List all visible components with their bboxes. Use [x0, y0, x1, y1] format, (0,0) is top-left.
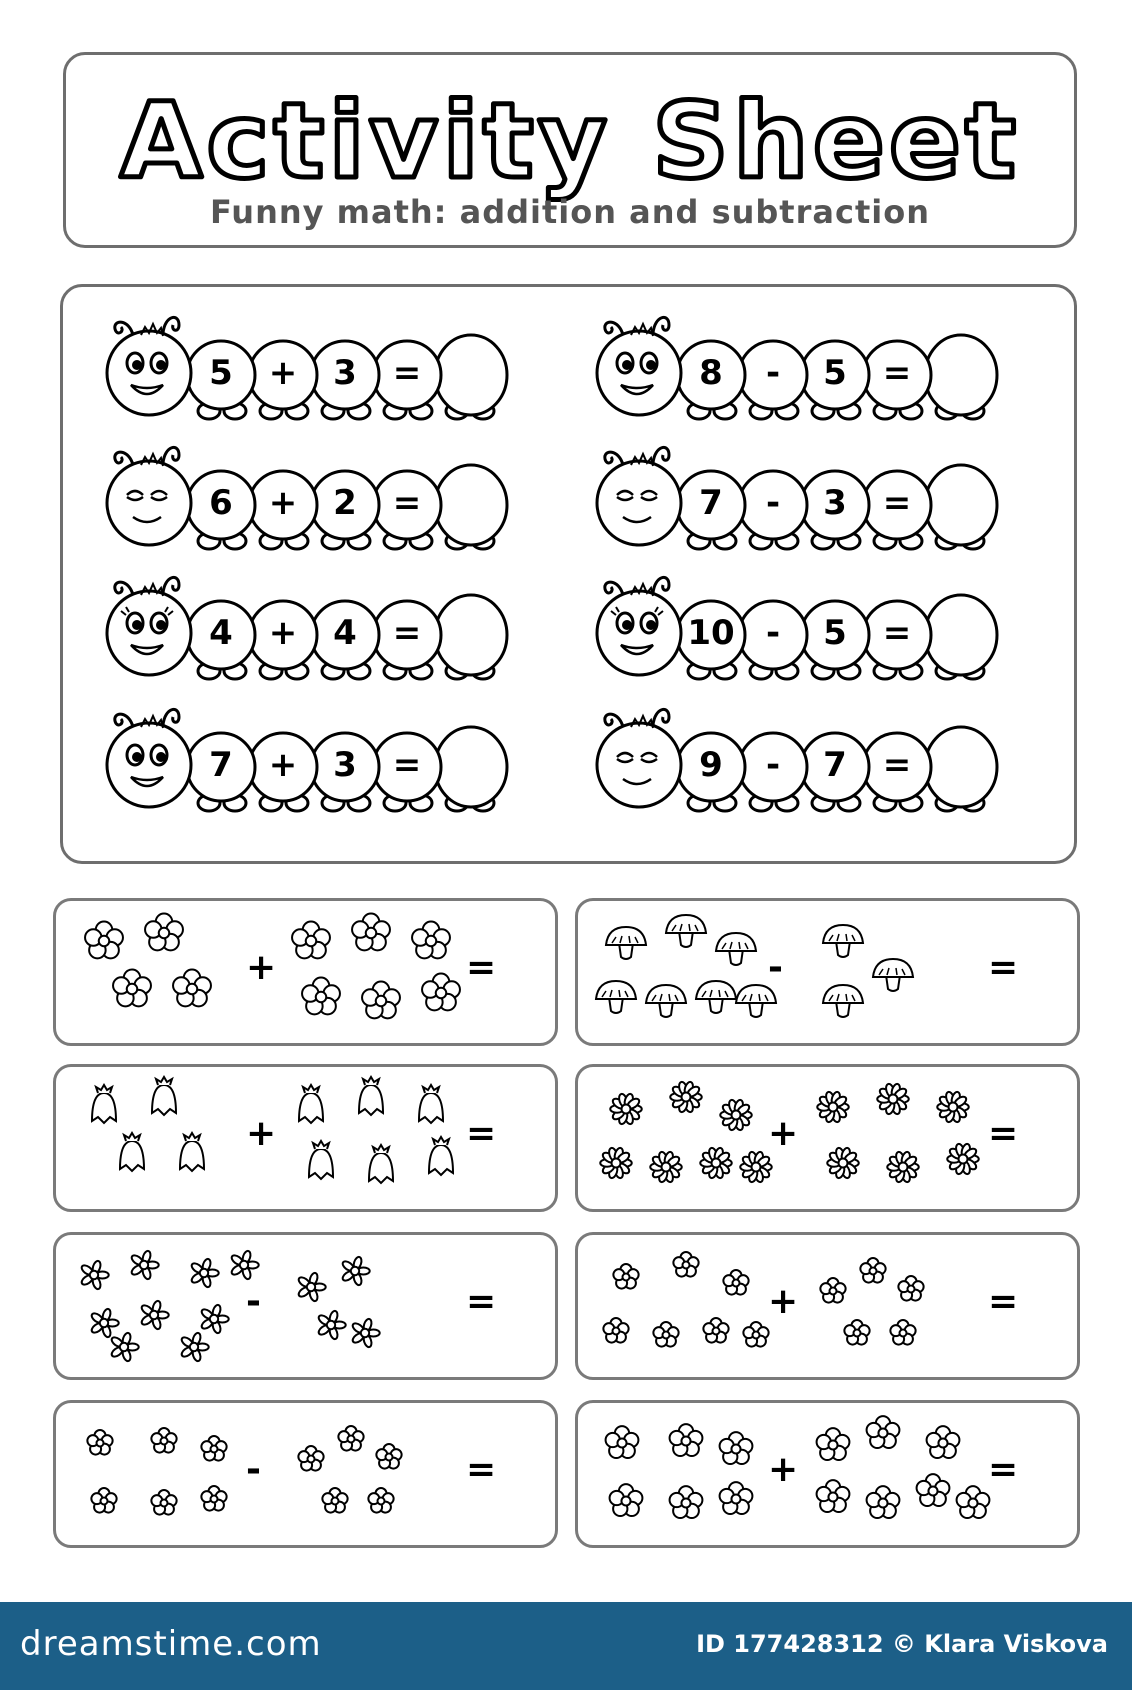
title-panel — [63, 52, 1077, 248]
caterpillar-head — [597, 461, 681, 545]
equals-sign: = — [392, 613, 422, 653]
equals-sign: = — [988, 1449, 1019, 1490]
caterpillar-head — [597, 331, 681, 415]
right-pansy-icons — [817, 1416, 990, 1518]
left-star-flower-icons — [80, 1250, 259, 1362]
equals-sign: = — [882, 353, 912, 393]
footer-credit: ID 177428312 © Klara Viskova — [696, 1630, 1108, 1658]
first-number: 4 — [209, 613, 233, 653]
first-number: 7 — [209, 745, 233, 785]
equals-sign: = — [392, 353, 422, 393]
right-small-flower-icons — [820, 1258, 923, 1345]
second-number: 3 — [823, 483, 847, 523]
right-daisy-icons — [817, 1083, 979, 1183]
operator: + — [768, 1113, 799, 1154]
equals-sign: = — [466, 1281, 497, 1322]
second-number: 4 — [333, 613, 357, 653]
right-bellflower-icons — [299, 1077, 453, 1183]
picture-problem-2 — [575, 898, 1080, 1046]
answer-segment[interactable] — [435, 335, 507, 415]
first-number: 8 — [699, 353, 723, 393]
right-blossom-icons — [298, 1426, 401, 1513]
caterpillar-1 — [93, 305, 563, 425]
operator: - — [768, 947, 783, 988]
operator: + — [268, 483, 298, 523]
equals-sign: = — [988, 1113, 1019, 1154]
equals-sign: = — [882, 483, 912, 523]
second-number: 7 — [823, 745, 847, 785]
equals-sign: = — [882, 613, 912, 653]
first-number: 7 — [699, 483, 723, 523]
picture-problem-8 — [575, 1400, 1080, 1548]
caterpillar-3 — [93, 435, 563, 555]
operator: + — [246, 1113, 277, 1154]
left-daisy-icons — [600, 1081, 772, 1183]
caterpillar-6 — [583, 565, 1053, 685]
answer-segment[interactable] — [435, 465, 507, 545]
operator: + — [246, 947, 277, 988]
operator: - — [765, 745, 781, 785]
first-number: 6 — [209, 483, 233, 523]
answer-segment[interactable] — [925, 335, 997, 415]
caterpillar-5 — [93, 565, 563, 685]
equals-sign: = — [466, 947, 497, 988]
caterpillar-panel — [60, 284, 1077, 864]
left-mushroom-icons — [596, 915, 776, 1017]
left-flower-icons — [85, 914, 211, 1007]
caterpillar-2 — [583, 305, 1053, 425]
operator: - — [246, 1449, 261, 1490]
answer-segment[interactable] — [925, 465, 997, 545]
subtitle: Funny math: addition and subtraction — [210, 193, 930, 231]
caterpillar-head — [597, 591, 681, 675]
equals-sign: = — [988, 1281, 1019, 1322]
answer-segment[interactable] — [925, 595, 997, 675]
title-text: Activity Sheet — [120, 80, 1021, 202]
picture-problem-3 — [53, 1064, 558, 1212]
equals-sign: = — [466, 1449, 497, 1490]
right-star-flower-icons — [297, 1256, 380, 1348]
second-number: 3 — [333, 745, 357, 785]
left-pansy-icons — [606, 1424, 753, 1518]
answer-segment[interactable] — [925, 727, 997, 807]
first-number: 9 — [699, 745, 723, 785]
equals-sign: = — [882, 745, 912, 785]
second-number: 5 — [823, 353, 847, 393]
right-mushroom-icons — [823, 925, 913, 1017]
caterpillar-7 — [93, 697, 563, 817]
caterpillar-4 — [583, 435, 1053, 555]
second-number: 2 — [333, 483, 357, 523]
operator: - — [246, 1281, 261, 1322]
second-number: 5 — [823, 613, 847, 653]
second-number: 3 — [333, 353, 357, 393]
picture-problem-4 — [575, 1064, 1080, 1212]
first-number: 5 — [209, 353, 233, 393]
operator: + — [268, 613, 298, 653]
operator: + — [768, 1449, 799, 1490]
caterpillar-head — [107, 591, 191, 675]
operator: + — [268, 353, 298, 393]
footer-bar — [0, 1602, 1132, 1690]
first-number: 10 — [687, 613, 735, 653]
left-blossom-icons — [87, 1428, 226, 1515]
answer-segment[interactable] — [435, 595, 507, 675]
picture-problem-5 — [53, 1232, 558, 1380]
operator: - — [765, 613, 781, 653]
equals-sign: = — [392, 745, 422, 785]
operator: + — [768, 1281, 799, 1322]
left-small-flower-icons — [603, 1252, 768, 1347]
answer-segment[interactable] — [435, 727, 507, 807]
operator: - — [765, 483, 781, 523]
picture-problem-7 — [53, 1400, 558, 1548]
caterpillar-8 — [583, 697, 1053, 817]
operator: - — [765, 353, 781, 393]
right-flower-icons — [292, 914, 460, 1019]
equals-sign: = — [466, 1113, 497, 1154]
operator: + — [268, 745, 298, 785]
footer-brand: dreamstime.com — [20, 1624, 322, 1664]
caterpillar-head — [597, 723, 681, 807]
caterpillar-head — [107, 331, 191, 415]
equals-sign: = — [392, 483, 422, 523]
picture-problem-6 — [575, 1232, 1080, 1380]
equals-sign: = — [988, 947, 1019, 988]
caterpillar-head — [107, 461, 191, 545]
picture-problem-1 — [53, 898, 558, 1046]
activity-sheet-title — [66, 55, 1074, 205]
left-bellflower-icons — [92, 1077, 204, 1171]
caterpillar-head — [107, 723, 191, 807]
